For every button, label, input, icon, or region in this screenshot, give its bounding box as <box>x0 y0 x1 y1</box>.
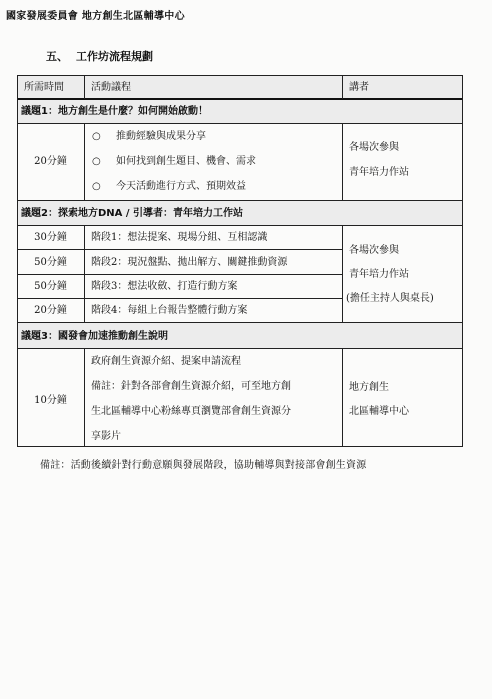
rule <box>84 123 85 201</box>
topic2-row-agenda: 階段3：想法收斂、打造行動方案 <box>91 281 238 292</box>
topic3-agenda-line: 政府創生資源介紹、提案申請流程 <box>91 356 241 367</box>
rule <box>84 225 85 323</box>
topic1-time: 20分鐘 <box>34 156 67 167</box>
topic2-row-agenda: 階段2：現況盤點、拋出解方、關鍵推動資源 <box>91 257 288 268</box>
topic1-speaker-line: 青年培力作站 <box>349 167 409 178</box>
topic1-title: 議題1：地方創生是什麼？如何開始啟動！ <box>21 106 208 117</box>
topic2-row-time: 50分鐘 <box>34 257 67 268</box>
topic2-row-time: 20分鐘 <box>34 305 67 316</box>
topic3-agenda-line: 生北區輔導中心粉絲專頁瀏覽部會創生資源分 <box>91 406 291 417</box>
col-header-time: 所需時間 <box>24 82 64 93</box>
document-header: 國家發展委員會 地方創生北區輔導中心 <box>6 11 185 22</box>
topic2-speaker-line: 青年培力作站 <box>349 269 409 280</box>
topic1-item: ○ 如何找到創生題目、機會、需求 <box>92 156 256 167</box>
topic1-item: ○ 今天活動進行方式、預期效益 <box>92 181 246 192</box>
rule <box>17 298 342 299</box>
topic3-speaker-line: 地方創生 <box>349 382 389 393</box>
col-header-agenda: 活動議程 <box>91 82 131 93</box>
rule <box>17 249 342 250</box>
section-number: 五、 <box>46 50 68 63</box>
section-heading <box>46 48 153 64</box>
topic2-row-agenda: 階段1：想法提案、現場分組、互相認識 <box>91 232 268 243</box>
topic3-time: 10分鐘 <box>34 395 67 406</box>
section-title: 工作坊流程規劃 <box>76 50 153 63</box>
topic3-title: 議題3：國發會加速推動創生說明 <box>21 331 168 342</box>
rule <box>342 75 343 99</box>
topic3-speaker-line: 北區輔導中心 <box>349 406 409 417</box>
topic2-title: 議題2：探索地方DNA / 引導者：青年培力工作站 <box>21 208 243 219</box>
col-header-speaker: 講者 <box>349 82 369 93</box>
rule <box>462 75 463 447</box>
rule <box>342 123 343 201</box>
topic2-speaker-line: (擔任主持人與桌長) <box>346 293 434 304</box>
topic2-row-time: 30分鐘 <box>34 232 67 243</box>
topic2-speaker-line: 各場次參與 <box>349 245 399 256</box>
rule <box>84 348 85 447</box>
topic1-item: ○ 推動經驗與成果分享 <box>92 131 206 142</box>
rule <box>84 75 85 99</box>
topic3-agenda-line: 享影片 <box>91 431 121 442</box>
footnote: 備註：活動後續針對行動意願與發展階段，協助輔導與對接部會創生資源 <box>40 460 367 471</box>
topic1-speaker-line: 各場次參與 <box>349 142 399 153</box>
rule <box>342 225 343 323</box>
topic2-row-agenda: 階段4：每組上台報告整體行動方案 <box>91 305 248 316</box>
rule <box>342 348 343 447</box>
topic2-row-time: 50分鐘 <box>34 281 67 292</box>
rule <box>17 274 342 275</box>
topic3-agenda-line: 備註：針對各部會創生資源介紹，可至地方創 <box>91 381 291 392</box>
